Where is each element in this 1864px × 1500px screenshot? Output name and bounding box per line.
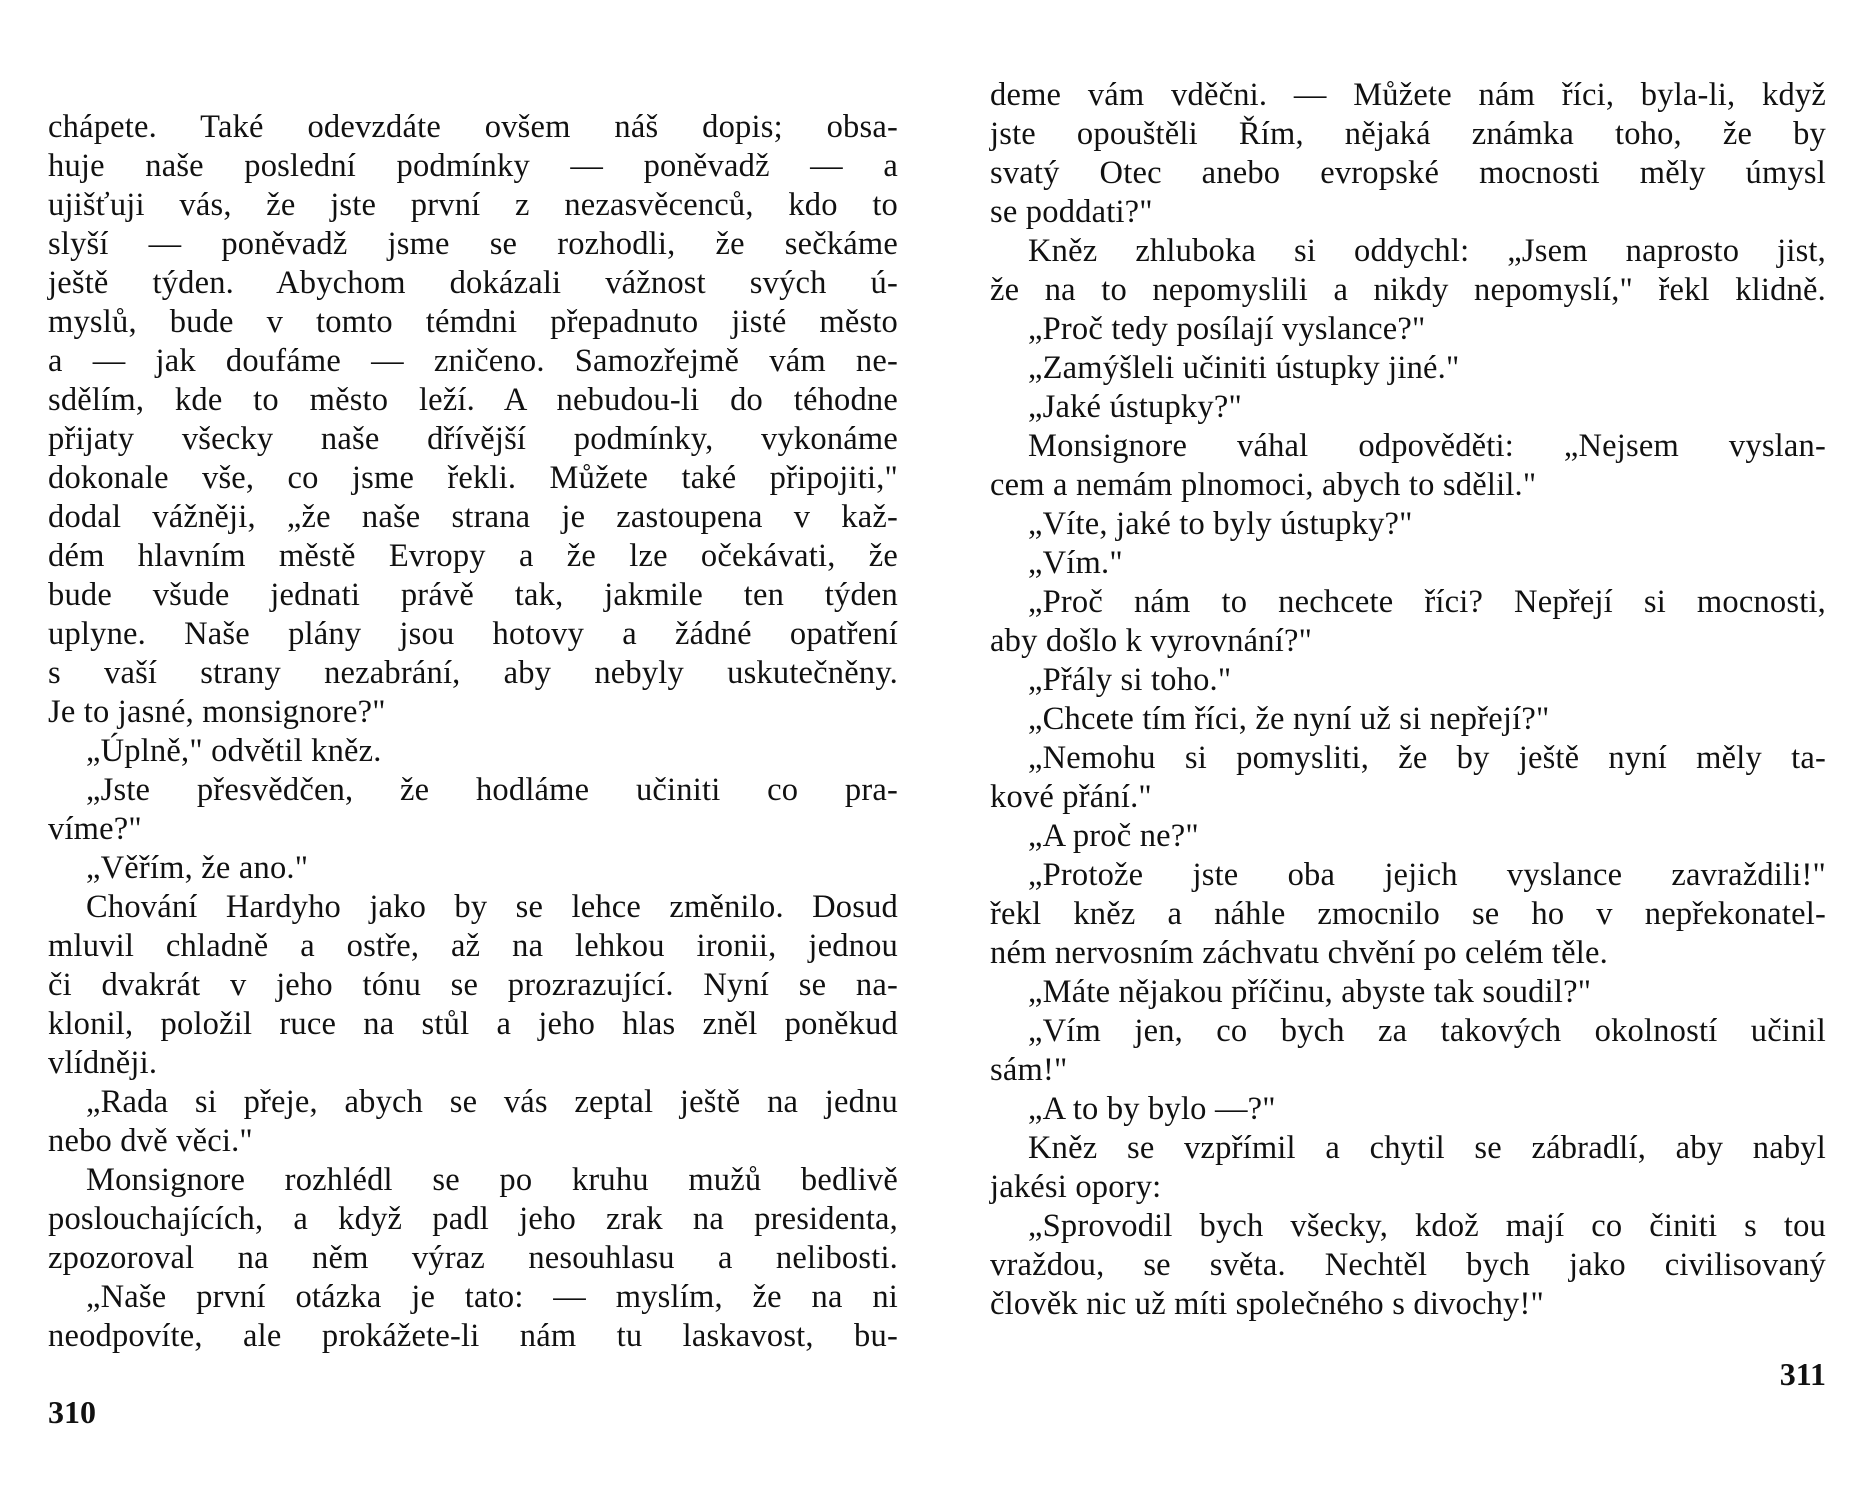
left-page: [48, 0, 898, 1500]
text-line: „Sprovodil bych všecky, kdož mají co činiti s tou: [1028, 1208, 1826, 1244]
right-page-number: 311: [1779, 1356, 1826, 1392]
text-line: „Proč nám to nechcete říci? Nepřejí si mocnosti,: [1028, 584, 1826, 620]
text-line: „Chcete tím říci, že nyní už si nepřejí?": [1028, 701, 1550, 737]
text-line: „Protože jste oba jejich vyslance zavraždili!": [1028, 857, 1826, 893]
text-line: člověk nic už míti společného s divochy!": [990, 1286, 1544, 1322]
text-line: svatý Otec anebo evropské mocnosti měly úmysl: [990, 155, 1826, 191]
text-line: ještě týden. Abychom dokázali vážnost svých ú-: [48, 265, 898, 301]
text-line: přijaty všecky naše dřívější podmínky, vykonáme: [48, 421, 898, 457]
text-line: „Jste přesvědčen, že hodláme učiniti co pra-: [86, 772, 898, 808]
text-line: Kněz zhluboka si oddychl: „Jsem naprosto jist,: [1028, 233, 1826, 269]
text-line: „Zamýšleli učiniti ústupky jiné.": [1028, 350, 1460, 386]
text-line: neodpovíte, ale prokážete-li nám tu laskavost, bu-: [48, 1318, 898, 1354]
text-line: mluvil chladně a ostře, až na lehkou ironii, jednou: [48, 928, 898, 964]
right-page-text: [990, 76, 1826, 1324]
text-line: nebo dvě věci.": [48, 1123, 253, 1159]
text-line: „A proč ne?": [1028, 818, 1199, 854]
text-line: cem a nemám plnomoci, abych to sdělil.": [990, 467, 1537, 503]
text-line: s vaší strany nezabrání, aby nebyly uskutečněny.: [48, 655, 898, 691]
text-line: „Naše první otázka je tato: — myslím, že na ni: [86, 1279, 898, 1315]
text-line: „Přály si toho.": [1028, 662, 1232, 698]
text-line: „A to by bylo —?": [1028, 1091, 1276, 1127]
text-line: dodal vážněji, „že naše strana je zastoupena v kaž-: [48, 499, 898, 535]
text-line: huje naše poslední podmínky — poněvadž — a: [48, 148, 898, 184]
text-line: aby došlo k vyrovnání?": [990, 623, 1313, 659]
text-line: kové přání.": [990, 779, 1152, 815]
text-line: „Proč tedy posílají vyslance?": [1028, 311, 1426, 347]
text-line: poslouchajících, a když padl jeho zrak na presidenta,: [48, 1201, 898, 1237]
text-line: se poddati?": [990, 194, 1153, 230]
text-line: Monsignore rozhlédl se po kruhu mužů bedlivě: [86, 1162, 898, 1198]
text-line: ujišťuji vás, že jste první z nezasvěcenců, kdo to: [48, 187, 898, 223]
text-line: Chování Hardyho jako by se lehce změnilo. Dosud: [86, 889, 898, 925]
text-line: jakési opory:: [990, 1169, 1162, 1205]
text-line: bude všude jednati právě tak, jakmile ten týden: [48, 577, 898, 613]
text-line: „Máte nějakou příčinu, abyste tak soudil?": [1028, 974, 1592, 1010]
text-line: vraždou, se světa. Nechtěl bych jako civilisovaný: [990, 1247, 1826, 1283]
text-line: klonil, položil ruce na stůl a jeho hlas zněl poněkud: [48, 1006, 898, 1042]
text-line: chápete. Také odevzdáte ovšem náš dopis; obsa-: [48, 109, 898, 145]
text-line: či dvakrát v jeho tónu se prozrazující. Nyní se na-: [48, 967, 898, 1003]
text-line: ném nervosním záchvatu chvění po celém těle.: [990, 935, 1608, 971]
text-line: „Rada si přeje, abych se vás zeptal ještě na jednu: [86, 1084, 898, 1120]
text-line: myslů, bude v tomto témdni přepadnuto jisté město: [48, 304, 898, 340]
left-page-number: 310: [48, 1394, 96, 1430]
left-page-text: [48, 108, 898, 1356]
right-page: [990, 0, 1826, 1500]
text-line: víme?": [48, 811, 142, 847]
text-line: „Vím jen, co bych za takových okolností učinil: [1028, 1013, 1826, 1049]
text-line: deme vám vděčni. — Můžete nám říci, byla-li, když: [990, 77, 1826, 113]
text-line: uplyne. Naše plány jsou hotovy a žádné opatření: [48, 616, 898, 652]
text-line: „Víte, jaké to byly ústupky?": [1028, 506, 1413, 542]
text-line: že na to nepomyslili a nikdy nepomyslí," řekl klidně.: [990, 272, 1826, 308]
text-line: „Vím.": [1028, 545, 1123, 581]
text-line: dokonale vše, co jsme řekli. Můžete také připojiti,": [48, 460, 898, 496]
text-line: vlídněji.: [48, 1045, 158, 1081]
text-line: „Jaké ústupky?": [1028, 389, 1242, 425]
text-line: sám!": [990, 1052, 1068, 1088]
text-line: zpozoroval na něm výraz nesouhlasu a nelibosti.: [48, 1240, 898, 1276]
text-line: Monsignore váhal odpověděti: „Nejsem vyslan-: [1028, 428, 1826, 464]
text-line: řekl kněz a náhle zmocnilo se ho v nepřekonatel-: [990, 896, 1826, 932]
text-line: „Nemohu si pomysliti, že by ještě nyní měly ta-: [1028, 740, 1826, 776]
text-line: jste opouštěli Řím, nějaká známka toho, že by: [990, 116, 1826, 152]
text-line: sdělím, kde to město leží. A nebudou-li do téhodne: [48, 382, 898, 418]
text-line: „Věřím, že ano.": [86, 850, 309, 886]
text-line: „Úplně," odvětil kněz.: [86, 733, 382, 769]
text-line: dém hlavním městě Evropy a že lze očekávati, že: [48, 538, 898, 574]
text-line: Je to jasné, monsignore?": [48, 694, 386, 730]
text-line: slyší — poněvadž jsme se rozhodli, že sečkáme: [48, 226, 898, 262]
text-line: a — jak doufáme — zničeno. Samozřejmě vám ne-: [48, 343, 898, 379]
text-line: Kněz se vzpřímil a chytil se zábradlí, aby nabyl: [1028, 1130, 1826, 1166]
